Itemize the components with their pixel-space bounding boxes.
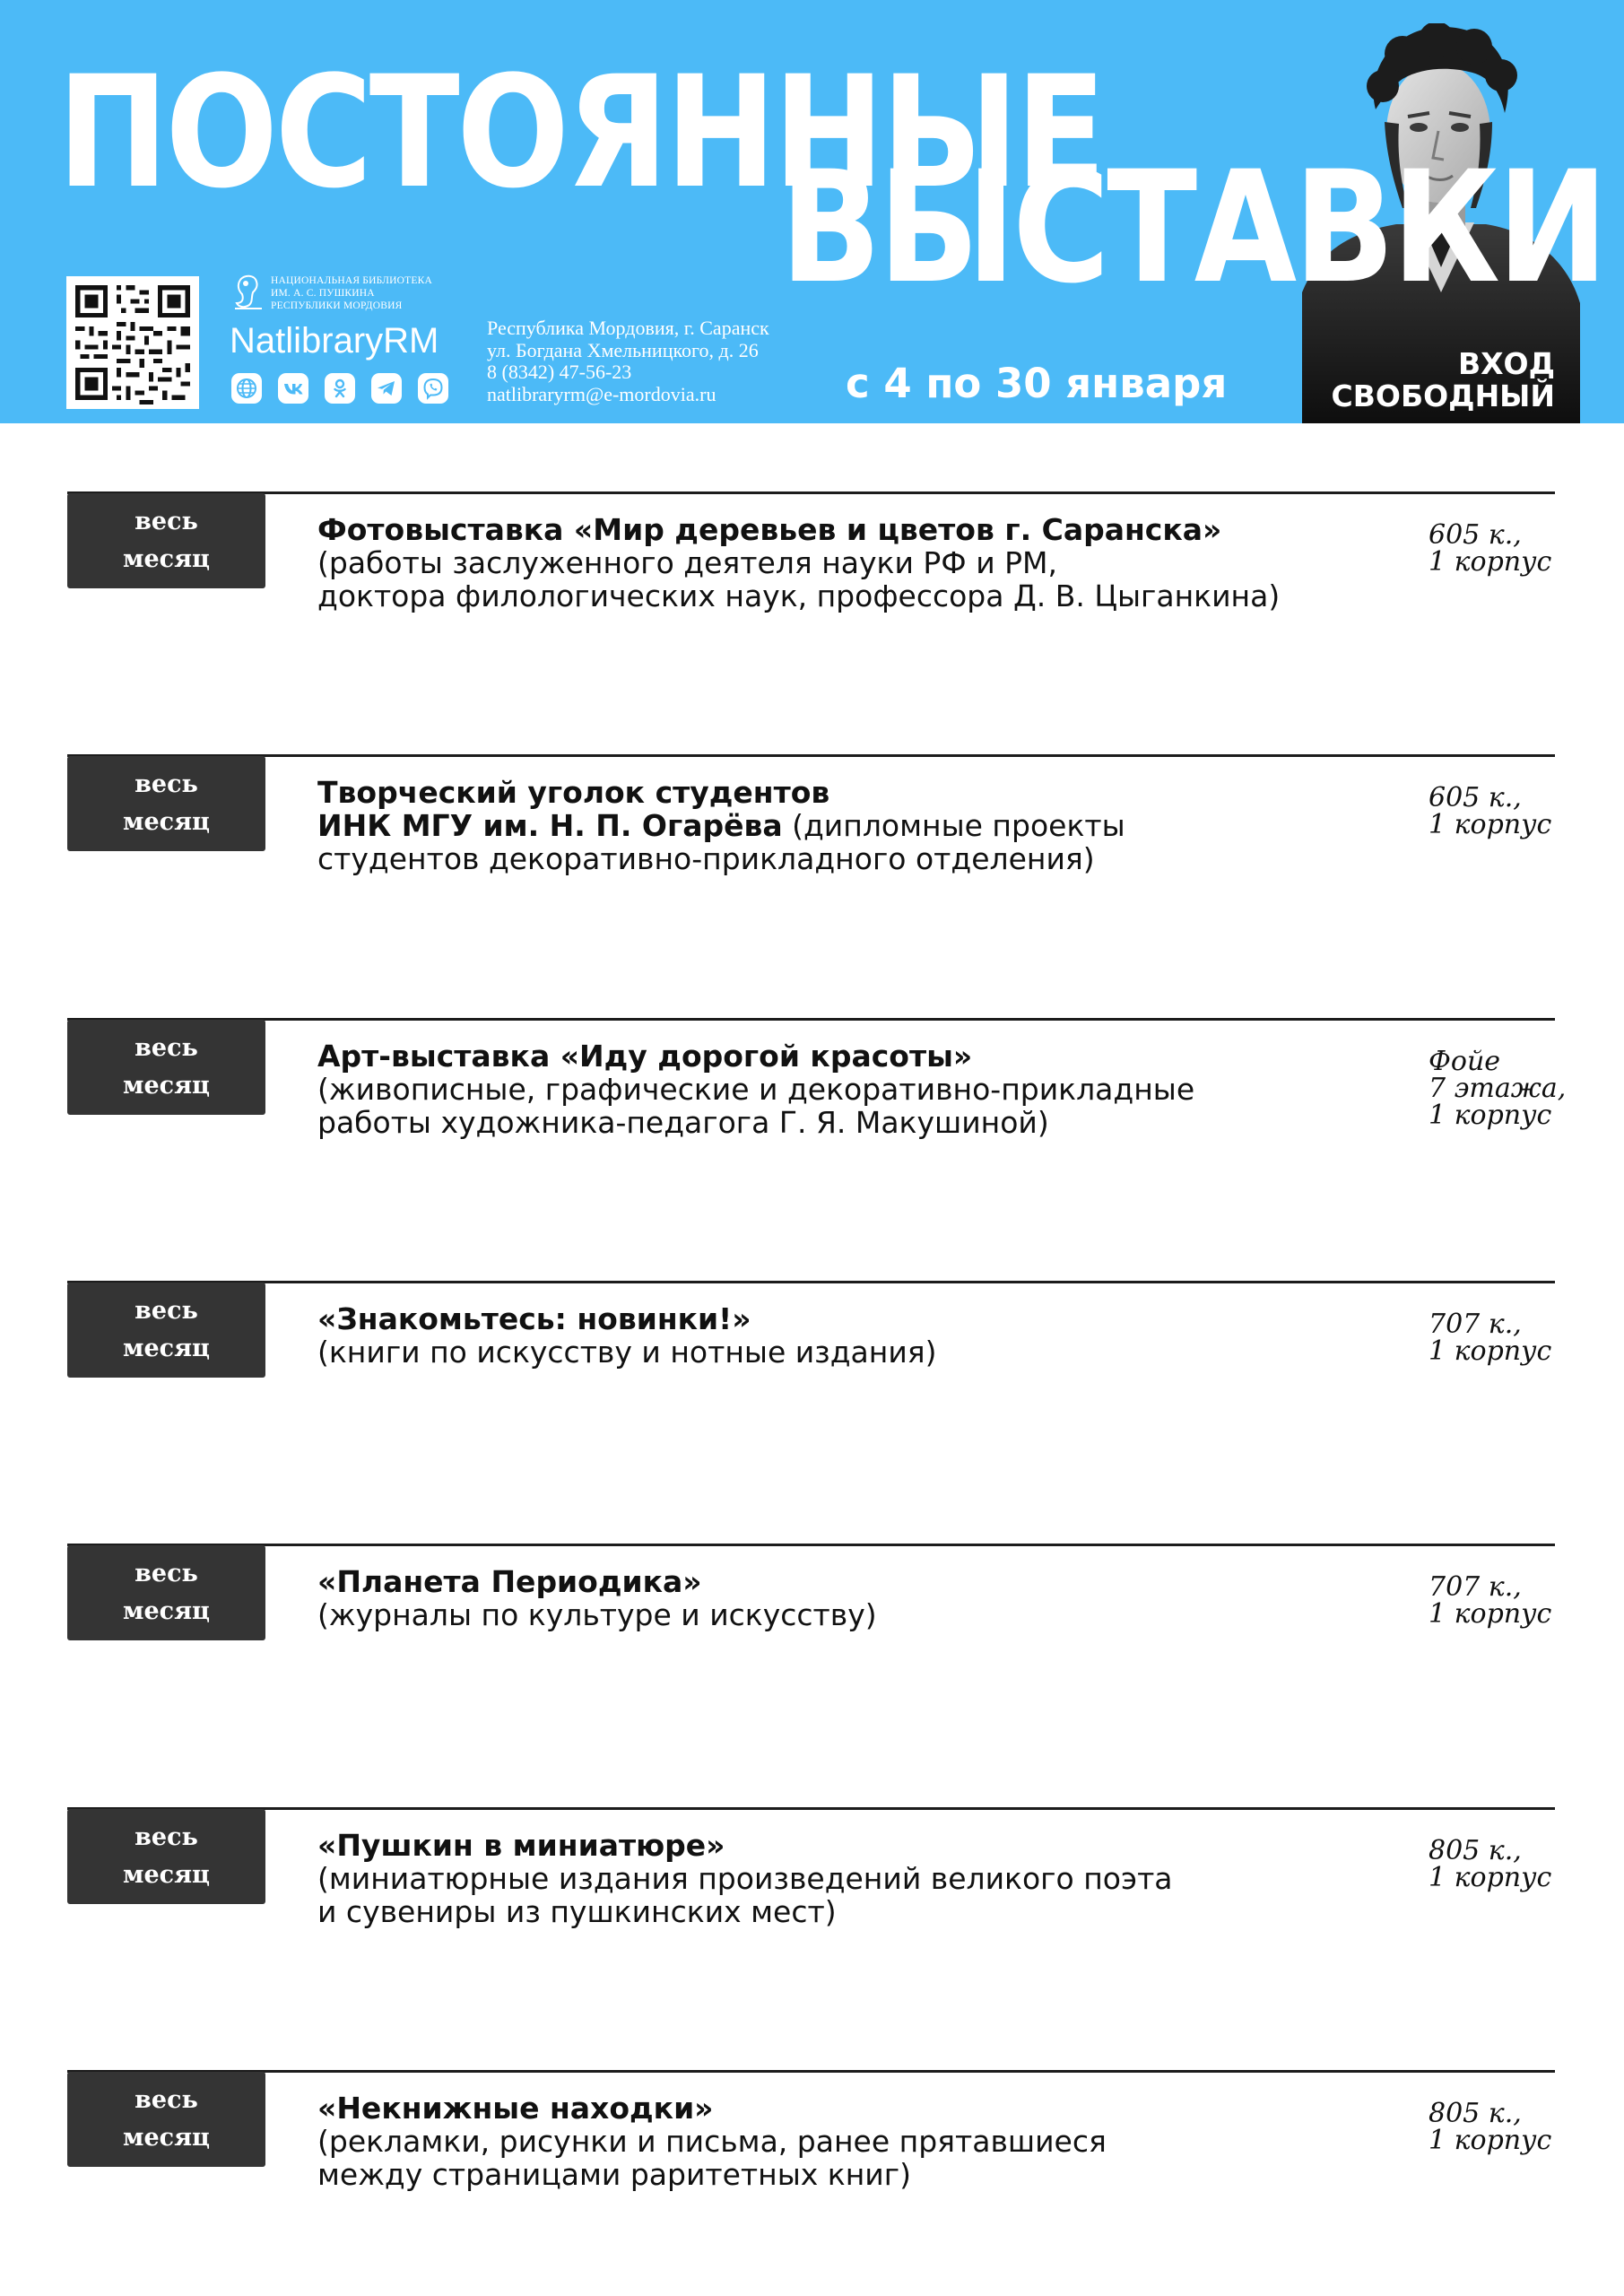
description-line — [317, 1039, 1394, 1073]
location-line: 1 корпус — [1429, 809, 1552, 840]
divider-line — [67, 1281, 1555, 1283]
social-links — [231, 373, 448, 404]
viber-icon[interactable] — [418, 373, 448, 404]
exhibition-details: (живописные, графические и декоративно-прикладные — [317, 1072, 1195, 1107]
period-badge-line: месяц — [123, 545, 210, 573]
period-badge-line: весь — [135, 1297, 198, 1325]
location-line: 605 к., — [1429, 519, 1522, 551]
library-name-line: ИМ. А. С. ПУШКИНА — [271, 288, 375, 299]
exhibition-details: (рекламки, рисунки и письма, ранее прятавшиеся — [317, 2124, 1107, 2159]
location-line: 1 корпус — [1429, 546, 1552, 578]
location-line: 1 корпус — [1429, 1335, 1552, 1367]
description-line — [317, 1598, 1394, 1631]
exhibition-location — [1429, 2100, 1563, 2154]
period-badge-line: месяц — [123, 1335, 210, 1362]
location-line: 7 этажа, — [1429, 1073, 1567, 1104]
period-badge — [67, 1545, 265, 1640]
exhibition-item — [0, 1281, 1624, 1514]
period-badge-line: месяц — [123, 1072, 210, 1100]
period-badge-line: весь — [135, 1034, 198, 1062]
exhibition-details: студентов декоративно-прикладного отделения) — [317, 841, 1095, 876]
address-line: ул. Богдана Хмельницкого, д. 26 — [487, 338, 759, 361]
exhibition-details: работы художника-педагога Г. Я. Макушиной) — [317, 1105, 1049, 1140]
title-line-1: ПОСТОЯННЫЕ — [57, 42, 1104, 222]
description-line — [317, 1106, 1394, 1139]
exhibition-details: доктора филологических наук, профессора Д. В. Цыганкина) — [317, 578, 1281, 613]
exhibition-location — [1429, 1835, 1563, 1893]
description-line — [317, 579, 1394, 613]
exhibition-details: (книги по искусству и нотные издания) — [317, 1335, 937, 1370]
period-badge-line: весь — [135, 1823, 198, 1851]
description-line — [317, 1335, 1394, 1369]
location-line: 1 корпус — [1429, 2125, 1552, 2156]
exhibition-location — [1429, 1571, 1563, 1630]
address-line: Республика Мордовия, г. Саранск — [487, 317, 769, 339]
location-line: 707 к., — [1429, 1571, 1522, 1603]
location-line: 805 к., — [1429, 2098, 1522, 2129]
qr-code[interactable] — [66, 276, 199, 409]
period-badge-line: месяц — [123, 1861, 210, 1889]
library-name-line: РЕСПУБЛИКИ МОРДОВИЯ — [271, 300, 403, 311]
vk-icon[interactable] — [278, 373, 308, 404]
description-line — [317, 1565, 1394, 1598]
period-badge-line: месяц — [123, 2124, 210, 2152]
email-address[interactable]: natlibraryrm@e-mordovia.ru — [487, 382, 716, 405]
period-badge-line: весь — [135, 2086, 198, 2114]
entry-line: СВОБОДНЫЙ — [1331, 378, 1555, 413]
exhibition-title: ИНК МГУ им. Н. П. Огарёва — [317, 808, 783, 843]
exhibition-location — [1429, 1311, 1563, 1365]
description-line — [317, 809, 1394, 842]
description-line — [317, 1302, 1394, 1335]
exhibition-title: Арт-выставка «Иду дорогой красоты» — [317, 1039, 973, 1074]
period-badge — [67, 1283, 265, 1378]
period-badge — [67, 1020, 265, 1115]
entry-line: ВХОД — [1457, 346, 1555, 381]
location-line: 605 к., — [1429, 782, 1522, 813]
description-line — [317, 776, 1394, 809]
divider-line — [67, 2070, 1555, 2073]
location-line: 1 корпус — [1429, 1598, 1552, 1630]
exhibition-title: «Некнижные находки» — [317, 2091, 714, 2126]
divider-line — [67, 1807, 1555, 1810]
exhibition-details: (журналы по культуре и искусству) — [317, 1597, 877, 1632]
period-badge-line: месяц — [123, 808, 210, 836]
telegram-icon[interactable] — [371, 373, 402, 404]
exhibition-title: «Пушкин в миниатюре» — [317, 1828, 725, 1863]
divider-line — [67, 1018, 1555, 1021]
location-line: Фойе — [1429, 1046, 1501, 1077]
exhibition-details: и сувениры из пушкинских мест) — [317, 1894, 837, 1929]
period-badge-line: месяц — [123, 1597, 210, 1625]
exhibition-item — [0, 1018, 1624, 1251]
library-name-line: НАЦИОНАЛЬНАЯ БИБЛИОТЕКА — [271, 275, 432, 286]
description-line — [317, 2092, 1394, 2125]
exhibition-details: (миниатюрные издания произведений великого поэта — [317, 1861, 1173, 1896]
globe-icon[interactable] — [231, 373, 262, 404]
divider-line — [67, 1544, 1555, 1546]
exhibition-dates: с 4 по 30 января — [846, 360, 1228, 407]
exhibition-location — [1429, 1046, 1567, 1131]
exhibition-description — [317, 513, 1394, 613]
period-badge — [67, 493, 265, 588]
exhibition-item — [0, 2070, 1624, 2296]
period-badge-line: весь — [135, 508, 198, 535]
location-line: 707 к., — [1429, 1309, 1522, 1340]
period-badge-line: весь — [135, 770, 198, 798]
brand-name: NatlibraryRM — [230, 321, 439, 361]
period-badge-line: весь — [135, 1560, 198, 1587]
description-line — [317, 1829, 1394, 1862]
description-line — [317, 546, 1394, 579]
exhibition-description — [317, 1829, 1394, 1928]
period-badge — [67, 756, 265, 851]
phone-number: 8 (8342) 47-56-23 — [487, 361, 632, 383]
exhibition-details: между страницами раритетных книг) — [317, 2157, 911, 2192]
description-line — [317, 2125, 1394, 2158]
exhibition-description — [317, 776, 1394, 875]
exhibition-title: Фотовыставка «Мир деревьев и цветов г. Саранска» — [317, 512, 1222, 547]
exhibition-description — [317, 2092, 1394, 2191]
location-line: 1 корпус — [1429, 1862, 1552, 1893]
location-line: 805 к., — [1429, 1835, 1522, 1866]
description-line — [317, 842, 1394, 875]
ok-icon[interactable] — [325, 373, 355, 404]
exhibition-item — [0, 491, 1624, 725]
header-banner — [0, 0, 1624, 423]
free-entry-label — [1324, 348, 1555, 413]
exhibition-item — [0, 754, 1624, 987]
exhibition-description — [317, 1565, 1394, 1631]
exhibition-location — [1429, 782, 1563, 840]
divider-line — [67, 491, 1555, 494]
library-logo-icon — [231, 274, 265, 312]
exhibition-item — [0, 1544, 1624, 1777]
description-line — [317, 1862, 1394, 1895]
description-line — [317, 513, 1394, 546]
exhibition-title: «Планета Периодика» — [317, 1564, 702, 1599]
divider-line — [67, 754, 1555, 757]
location-line: 1 корпус — [1429, 1100, 1552, 1131]
description-line — [317, 2158, 1394, 2191]
exhibition-title: «Знакомьтесь: новинки!» — [317, 1301, 751, 1336]
period-badge — [67, 1809, 265, 1904]
title-line-2: ВЫСТАВКИ — [780, 137, 1605, 317]
contact-address — [487, 317, 769, 405]
period-badge — [67, 2072, 265, 2167]
exhibition-item — [0, 1807, 1624, 2040]
exhibition-location — [1429, 519, 1563, 578]
description-line — [317, 1895, 1394, 1928]
exhibition-details: (работы заслуженного деятеля науки РФ и РМ, — [317, 545, 1057, 580]
exhibition-description — [317, 1302, 1394, 1369]
exhibition-description — [317, 1039, 1394, 1139]
description-line — [317, 1073, 1394, 1106]
library-name — [271, 274, 432, 312]
exhibition-title: Творческий уголок студентов — [317, 775, 830, 810]
exhibition-details: (дипломные проекты — [782, 808, 1125, 843]
